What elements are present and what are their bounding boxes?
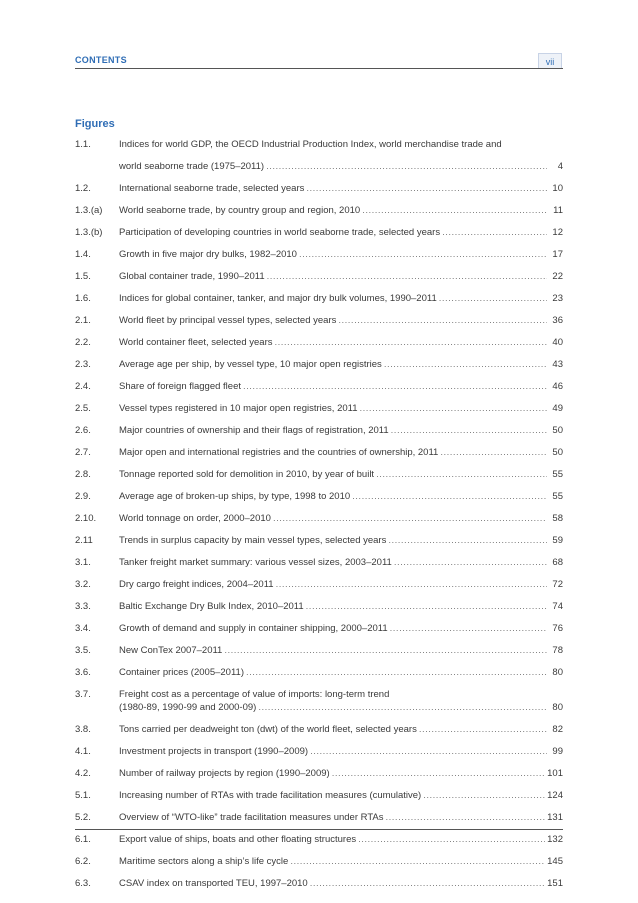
section-title: Figures — [75, 118, 115, 130]
dot-leader — [267, 270, 547, 283]
figure-number: 1.2. — [75, 183, 91, 194]
page-reference: 4 — [557, 161, 563, 172]
page-number: vii — [538, 53, 562, 69]
figure-title: Trends in surplus capacity by main vessel types, selected years — [119, 535, 387, 546]
figure-title: CSAV index on transported TEU, 1997–2010 — [119, 878, 308, 889]
toc-entry[interactable] — [75, 446, 563, 459]
dot-leader — [273, 512, 547, 525]
dot-leader — [386, 811, 546, 824]
figure-number: 2.5. — [75, 403, 91, 414]
page-reference: 72 — [552, 579, 563, 590]
page-reference: 76 — [552, 623, 563, 634]
dot-leader — [352, 490, 547, 503]
dot-leader — [388, 534, 547, 547]
toc-entry[interactable] — [75, 336, 563, 349]
dot-leader — [439, 292, 547, 305]
page-reference: 68 — [552, 557, 563, 568]
dot-leader — [306, 182, 547, 195]
page-reference: 80 — [552, 702, 563, 713]
figure-title: world seaborne trade (1975–2011) — [119, 161, 265, 172]
figure-title: Number of railway projects by region (1990–2009) — [119, 768, 330, 779]
page-reference: 124 — [547, 790, 563, 801]
figure-number: 6.3. — [75, 878, 91, 889]
toc-entry[interactable] — [75, 811, 563, 824]
page-reference: 74 — [552, 601, 563, 612]
dot-leader — [274, 336, 547, 349]
figure-title: Overview of “WTO-like” trade facilitation measures under RTAs — [119, 812, 384, 823]
toc-entry[interactable] — [75, 358, 563, 371]
page-reference: 55 — [552, 469, 563, 480]
toc-entry[interactable] — [75, 424, 563, 437]
figure-number: 6.2. — [75, 856, 91, 867]
page-reference: 55 — [552, 491, 563, 502]
figure-number: 2.6. — [75, 425, 91, 436]
figure-title: Share of foreign flagged fleet — [119, 381, 242, 392]
figure-title: Indices for world GDP, the OECD Industrial Production Index, world merchandise trade and — [119, 139, 502, 150]
figure-title: World seaborne trade, by country group and region, 2010 — [119, 205, 361, 216]
figure-title: New ConTex 2007–2011 — [119, 645, 223, 656]
figure-title: Major open and international registries and the countries of ownership, 2011 — [119, 447, 439, 458]
dot-leader — [290, 855, 545, 868]
toc-entry[interactable] — [75, 402, 563, 415]
toc-entry[interactable] — [75, 745, 563, 758]
dot-leader — [338, 314, 547, 327]
figure-number: 2.9. — [75, 491, 91, 502]
footer-rule — [75, 829, 563, 830]
figure-title: (1980-89, 1990-99 and 2000-09) — [119, 702, 257, 713]
dot-leader — [299, 248, 547, 261]
page-reference: 101 — [547, 768, 563, 779]
dot-leader — [306, 600, 547, 613]
figure-title: Increasing number of RTAs with trade facilitation measures (cumulative) — [119, 790, 422, 801]
page-reference: 36 — [552, 315, 563, 326]
figure-number: 5.2. — [75, 812, 91, 823]
dot-leader — [391, 424, 547, 437]
figure-number: 4.1. — [75, 746, 91, 757]
figure-title: Major countries of ownership and their flags of registration, 2011 — [119, 425, 389, 436]
page-reference: 17 — [552, 249, 563, 260]
dot-leader — [362, 204, 547, 217]
figure-title: Global container trade, 1990–2011 — [119, 271, 265, 282]
figure-number: 1.3.(b) — [75, 227, 103, 238]
figure-title: Indices for global container, tanker, and major dry bulk volumes, 1990–2011 — [119, 293, 437, 304]
figure-number: 2.7. — [75, 447, 91, 458]
figure-title: Vessel types registered in 10 major open registries, 2011 — [119, 403, 358, 414]
page-reference: 99 — [552, 746, 563, 757]
figure-number: 3.8. — [75, 724, 91, 735]
figure-title: Average age of broken-up ships, by type, 1998 to 2010 — [119, 491, 351, 502]
page-reference: 22 — [552, 271, 563, 282]
page-reference: 82 — [552, 724, 563, 735]
dot-leader — [332, 767, 545, 780]
figure-number: 3.3. — [75, 601, 91, 612]
figure-number: 1.1. — [75, 139, 91, 150]
toc-entry[interactable] — [75, 723, 563, 736]
figure-number: 2.11 — [75, 535, 93, 546]
figure-number: 1.3.(a) — [75, 205, 103, 216]
toc-entry[interactable] — [75, 138, 563, 173]
figure-title: Tonnage reported sold for demolition in 2010, by year of built — [119, 469, 375, 480]
dot-leader — [243, 380, 547, 393]
figure-title: Growth in five major dry bulks, 1982–2010 — [119, 249, 297, 260]
figure-number: 1.5. — [75, 271, 91, 282]
toc-entry[interactable] — [75, 666, 563, 679]
figure-title: Investment projects in transport (1990–2009) — [119, 746, 309, 757]
figure-number: 6.1. — [75, 834, 91, 845]
figure-title: World fleet by principal vessel types, selected years — [119, 315, 337, 326]
toc-entry[interactable] — [75, 182, 563, 195]
page-reference: 145 — [547, 856, 563, 867]
figure-title: Baltic Exchange Dry Bulk Index, 2010–2011 — [119, 601, 304, 612]
figure-number: 3.4. — [75, 623, 91, 634]
figure-title: World tonnage on order, 2000–2010 — [119, 513, 271, 524]
page-reference: 49 — [552, 403, 563, 414]
dot-leader — [440, 446, 547, 459]
page-reference: 50 — [552, 447, 563, 458]
dot-leader — [423, 789, 545, 802]
figure-title: International seaborne trade, selected years — [119, 183, 305, 194]
page-reference: 10 — [552, 183, 563, 194]
dot-leader — [310, 745, 547, 758]
dot-leader — [224, 644, 547, 657]
figure-number: 2.10. — [75, 513, 97, 524]
toc-entry[interactable] — [75, 270, 563, 283]
figure-title: Growth of demand and supply in container shipping, 2000–2011 — [119, 623, 388, 634]
toc-entry[interactable] — [75, 688, 563, 714]
dot-leader — [266, 160, 547, 173]
toc-entry[interactable] — [75, 226, 563, 239]
toc-entry[interactable] — [75, 468, 563, 481]
page-reference: 131 — [547, 812, 563, 823]
toc-entry[interactable] — [75, 204, 563, 217]
figure-number: 2.3. — [75, 359, 91, 370]
page-reference: 43 — [552, 359, 563, 370]
page-reference: 78 — [552, 645, 563, 656]
toc-entry[interactable] — [75, 380, 563, 393]
toc-entry[interactable] — [75, 248, 563, 261]
page-reference: 23 — [552, 293, 563, 304]
toc-entry[interactable] — [75, 512, 563, 525]
figure-number: 1.6. — [75, 293, 91, 304]
figure-number: 3.5. — [75, 645, 91, 656]
toc-entry[interactable] — [75, 877, 563, 890]
figure-title: Maritime sectors along a ship’s life cycle — [119, 856, 289, 867]
page-reference: 151 — [547, 878, 563, 889]
figure-number: 5.1. — [75, 790, 91, 801]
dot-leader — [258, 701, 547, 714]
header-rule — [75, 68, 563, 69]
figure-number: 2.4. — [75, 381, 91, 392]
figure-number: 3.1. — [75, 557, 91, 568]
toc-entry[interactable] — [75, 578, 563, 591]
toc-entry[interactable] — [75, 767, 563, 780]
dot-leader — [276, 578, 547, 591]
toc-entry[interactable] — [75, 855, 563, 868]
figure-number: 3.7. — [75, 689, 91, 700]
figure-number: 2.2. — [75, 337, 91, 348]
figure-title: Participation of developing countries in world seaborne trade, selected years — [119, 227, 441, 238]
toc-entry[interactable] — [75, 314, 563, 327]
figure-number: 4.2. — [75, 768, 91, 779]
dot-leader — [442, 226, 547, 239]
page-reference: 46 — [552, 381, 563, 392]
dot-leader — [419, 723, 547, 736]
figure-number: 1.4. — [75, 249, 91, 260]
dot-leader — [246, 666, 547, 679]
figure-number: 3.2. — [75, 579, 91, 590]
toc-entry[interactable] — [75, 490, 563, 503]
figure-title: Dry cargo freight indices, 2004–2011 — [119, 579, 274, 590]
figure-title: Tons carried per deadweight ton (dwt) of the world fleet, selected years — [119, 724, 417, 735]
toc-entry[interactable] — [75, 292, 563, 305]
page-reference: 59 — [552, 535, 563, 546]
dot-leader — [394, 556, 547, 569]
figure-title: Average age per ship, by vessel type, 10 major open registries — [119, 359, 382, 370]
page-reference: 58 — [552, 513, 563, 524]
figure-number: 3.6. — [75, 667, 91, 678]
page-reference: 80 — [552, 667, 563, 678]
page-reference: 40 — [552, 337, 563, 348]
toc-entry[interactable] — [75, 789, 563, 802]
toc-entry[interactable] — [75, 600, 563, 613]
figure-title: Container prices (2005–2011) — [119, 667, 244, 678]
figure-number: 2.8. — [75, 469, 91, 480]
page-reference: 11 — [553, 205, 563, 216]
figure-number: 2.1. — [75, 315, 91, 326]
figure-title: World container fleet, selected years — [119, 337, 273, 348]
dot-leader — [360, 402, 547, 415]
dot-leader — [358, 833, 545, 846]
figure-title: Tanker freight market summary: various vessel sizes, 2003–2011 — [119, 557, 392, 568]
toc-entry[interactable] — [75, 556, 563, 569]
toc-entry[interactable] — [75, 644, 563, 657]
toc-entry[interactable] — [75, 622, 563, 635]
dot-leader — [310, 877, 545, 890]
figure-title: Export value of ships, boats and other floating structures — [119, 834, 357, 845]
figure-title: Freight cost as a percentage of value of imports: long-term trend — [119, 689, 390, 700]
dot-leader — [384, 358, 547, 371]
page-reference: 132 — [547, 834, 563, 845]
toc-entry[interactable] — [75, 534, 563, 547]
dot-leader — [390, 622, 547, 635]
header-title: CONTENTS — [75, 55, 127, 65]
page-reference: 12 — [552, 227, 563, 238]
toc-entry[interactable] — [75, 833, 563, 846]
page-reference: 50 — [552, 425, 563, 436]
figures-list — [75, 138, 563, 899]
dot-leader — [376, 468, 547, 481]
